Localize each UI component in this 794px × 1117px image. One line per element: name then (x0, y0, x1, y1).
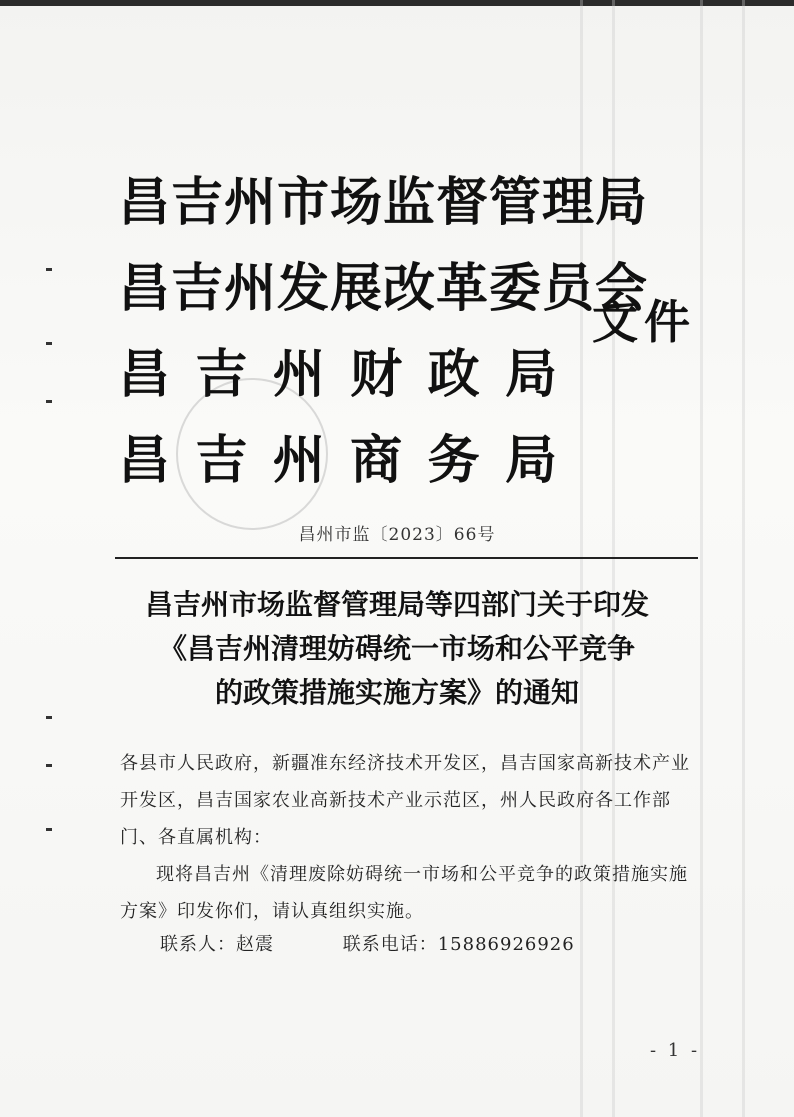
org-finance: 昌 吉 州 财 政 局 (118, 345, 558, 405)
document-body (120, 745, 705, 930)
document-title (0, 583, 794, 715)
margin-mark (46, 764, 52, 767)
org-market-supervision: 昌吉州市场监督管理局 (118, 173, 649, 233)
title-line-2: 《昌吉州清理妨碍统一市场和公平竞争 (158, 632, 635, 665)
title-line-3: 的政策措施实施方案》的通知 (214, 676, 579, 709)
contact-line (160, 930, 575, 956)
main-paragraph: 现将昌吉州《清理废除妨碍统一市场和公平竞争的政策措施实施方案》印发你们，请认真组织实施。 (120, 864, 688, 922)
header-divider (115, 557, 698, 559)
margin-mark (46, 716, 52, 719)
page-number: - 1 - (650, 1040, 701, 1061)
document-number: 昌州市监〔2023〕66号 (298, 525, 496, 545)
margin-mark (46, 342, 52, 345)
file-label: 文件 (592, 295, 696, 349)
scan-top-edge (0, 0, 794, 6)
contact-phone: 联系电话：15886926926 (342, 934, 575, 955)
margin-mark (46, 828, 52, 831)
margin-mark (46, 400, 52, 403)
org-development-reform: 昌吉州发展改革委员会 (118, 259, 649, 319)
recipients: 各县市人民政府，新疆准东经济技术开发区，昌吉国家高新技术产业开发区，昌吉国家农业高新技术产业示范区，州人民政府各工作部门、各直属机构： (120, 753, 690, 848)
scan-streak (742, 0, 745, 1117)
margin-mark (46, 268, 52, 271)
scan-streak (700, 0, 703, 1117)
title-line-1: 昌吉州市场监督管理局等四部门关于印发 (144, 588, 649, 621)
contact-person: 联系人：赵震 (160, 934, 274, 955)
org-commerce: 昌 吉 州 商 务 局 (118, 431, 558, 491)
